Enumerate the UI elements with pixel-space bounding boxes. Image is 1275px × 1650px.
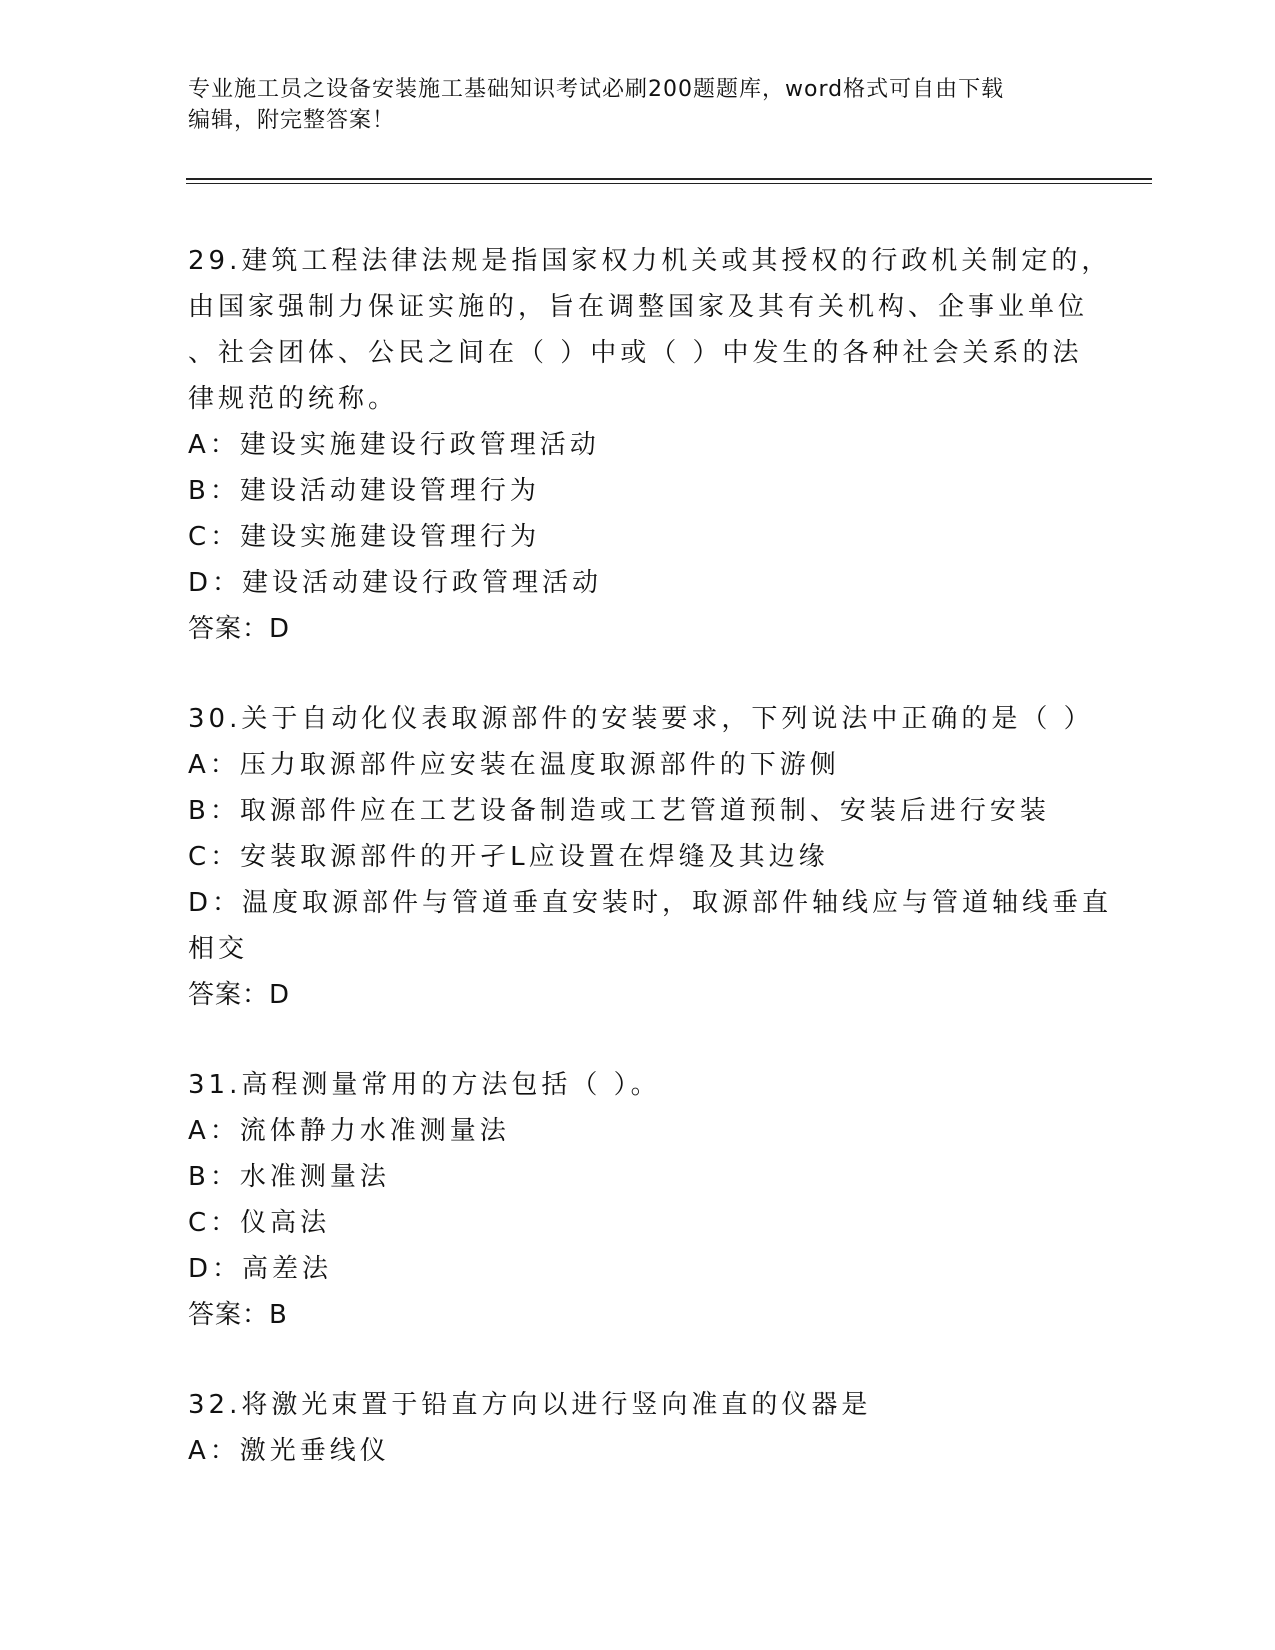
option-a: A：建设实施建设行政管理活动 (188, 430, 600, 460)
question-stem-line: 由国家强制力保证实施的，旨在调整国家及其有关机构、企事业单位 (188, 292, 1089, 322)
header-divider-thin (186, 183, 1152, 184)
question-stem-line: 31.高程测量常用的方法包括（ ）。 (188, 1070, 661, 1100)
question-29 (188, 238, 1112, 652)
option-a: A：压力取源部件应安装在温度取源部件的下游侧 (188, 750, 840, 780)
question-30 (188, 696, 1113, 1018)
question-stem-line: 30.关于自动化仪表取源部件的安装要求，下列说法中正确的是（ ） (188, 704, 1094, 734)
option-d: D：高差法 (188, 1254, 333, 1284)
option-b: B：取源部件应在工艺设备制造或工艺管道预制、安装后进行安装 (188, 796, 1050, 826)
option-a: A：激光垂线仪 (188, 1436, 390, 1466)
answer-line: 答案：D (188, 980, 291, 1010)
question-32 (188, 1382, 1088, 1474)
answer-line: 答案：D (188, 614, 291, 644)
option-d: D：温度取源部件与管道垂直安装时，取源部件轴线应与管道轴线垂直 (188, 888, 1113, 918)
header-line-1: 专业施工员之设备安装施工基础知识考试必刷200题题库，word格式可自由下载 (188, 77, 1005, 102)
option-d-continuation: 相交 (188, 934, 249, 964)
option-c: C：仪高法 (188, 1208, 331, 1238)
option-a: A：流体静力水准测量法 (188, 1116, 510, 1146)
option-c: C：建设实施建设管理行为 (188, 522, 541, 552)
option-d: D：建设活动建设行政管理活动 (188, 568, 603, 598)
option-b: B：水准测量法 (188, 1162, 390, 1192)
question-stem-line: 32.将激光束置于铅直方向以进行竖向准直的仪器是 (188, 1390, 872, 1420)
question-stem-line: 、社会团体、公民之间在（ ）中或（ ）中发生的各种社会关系的法 (188, 338, 1083, 368)
question-gap (188, 1338, 1088, 1382)
question-stem-line: 29.建筑工程法律法规是指国家权力机关或其授权的行政机关制定的， (188, 246, 1112, 276)
question-list (188, 238, 1113, 1474)
question-31 (188, 1062, 1088, 1338)
document-header (188, 74, 1088, 136)
header-line-2: 编辑，附完整答案！ (188, 108, 396, 133)
question-gap (188, 1018, 1088, 1062)
header-divider-thick (186, 178, 1152, 180)
question-gap (188, 652, 1088, 696)
answer-line: 答案：B (188, 1300, 288, 1330)
option-b: B：建设活动建设管理行为 (188, 476, 540, 506)
question-stem-line: 律规范的统称。 (188, 384, 399, 414)
option-c: C：安装取源部件的开孑L应设置在焊缝及其边缘 (188, 842, 829, 872)
